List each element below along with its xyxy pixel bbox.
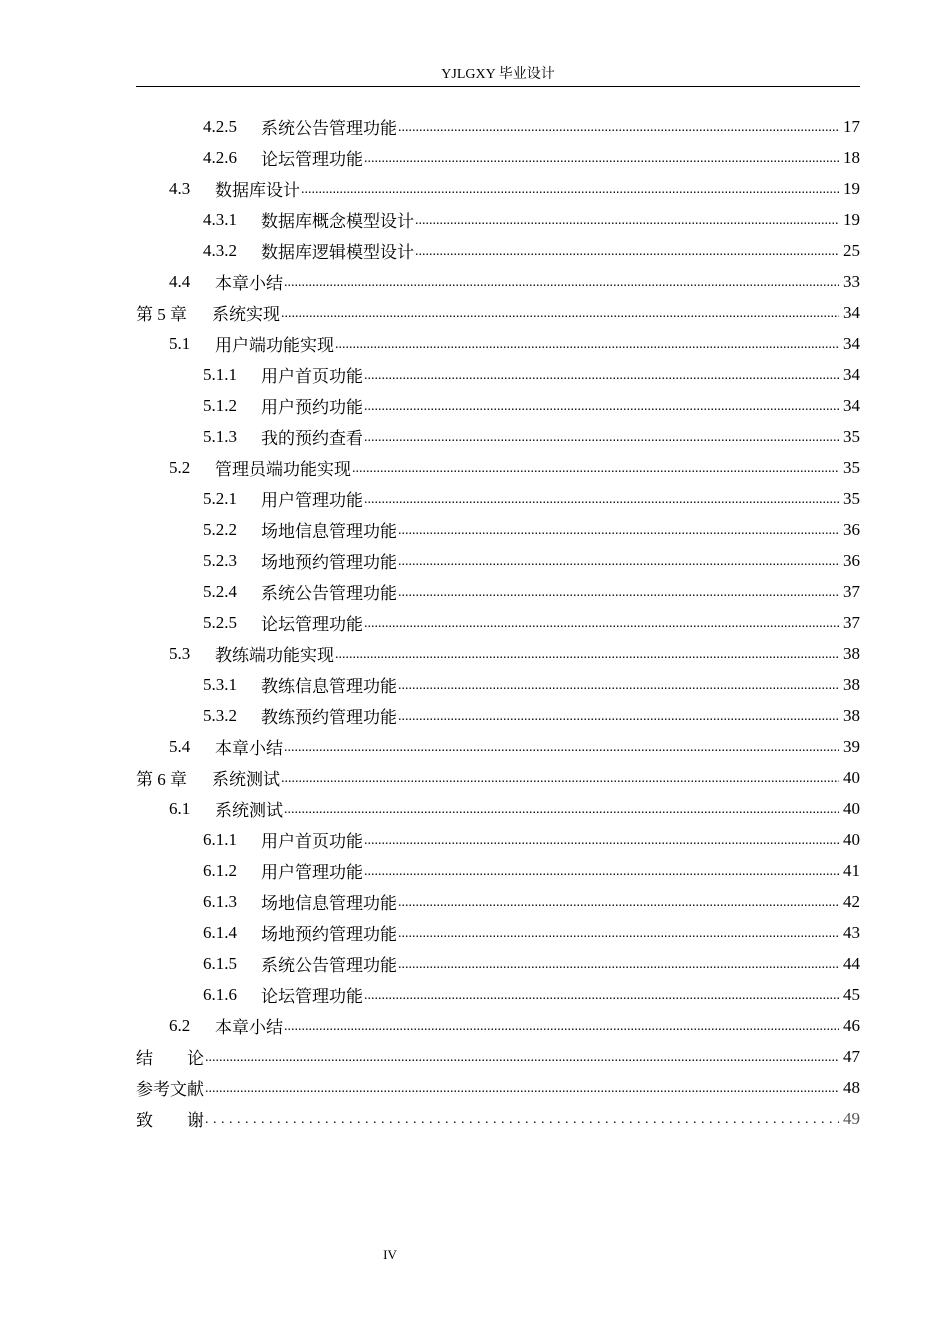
toc-entry-page: 34 xyxy=(843,333,860,353)
toc-entry-page: 36 xyxy=(843,519,860,539)
dot-leader xyxy=(205,1048,839,1066)
toc-entry[interactable] xyxy=(136,111,860,142)
toc-entry-title: 系统实现 xyxy=(212,305,280,324)
toc-entry-page: 34 xyxy=(843,302,860,322)
toc-entry-title: 系统测试 xyxy=(215,801,283,820)
dot-leader xyxy=(364,149,839,167)
dot-leader xyxy=(284,800,839,818)
toc-entry-number: 6.1.5 xyxy=(203,953,237,973)
toc-entry-title: 用户管理功能 xyxy=(261,491,363,510)
toc-entry-number: 6.1.4 xyxy=(203,922,237,942)
toc-entry[interactable] xyxy=(136,731,860,762)
toc-entry-title: 数据库概念模型设计 xyxy=(261,212,414,231)
toc-entry-page: 37 xyxy=(843,581,860,601)
toc-entry-number: 6.1.1 xyxy=(203,829,237,849)
dot-leader xyxy=(364,428,839,446)
toc-entry[interactable] xyxy=(136,948,860,979)
toc-entry[interactable] xyxy=(136,886,860,917)
page-header: YJLGXY 毕业设计 xyxy=(136,64,860,87)
toc-entry-page: 35 xyxy=(843,488,860,508)
toc-entry-title: 教练信息管理功能 xyxy=(261,677,397,696)
dot-leader xyxy=(398,676,839,694)
toc-entry-title: 系统公告管理功能 xyxy=(261,956,397,975)
toc-entry[interactable] xyxy=(136,266,860,297)
dot-leader xyxy=(398,583,839,601)
toc-entry[interactable] xyxy=(136,1072,860,1103)
toc-entry[interactable] xyxy=(136,607,860,638)
dot-leader xyxy=(398,707,839,725)
toc-entry-number: 4.4 xyxy=(169,271,191,291)
toc-entry[interactable] xyxy=(136,700,860,731)
toc-entry[interactable] xyxy=(136,576,860,607)
toc-entry-page: 39 xyxy=(843,736,860,756)
dot-leader xyxy=(398,955,839,973)
toc-entry-number: 5.1.1 xyxy=(203,364,237,384)
toc-entry-title: 管理员端功能实现 xyxy=(215,460,351,479)
toc-entry[interactable] xyxy=(136,1010,860,1041)
toc-entry-page: 40 xyxy=(843,798,860,818)
toc-entry[interactable] xyxy=(136,638,860,669)
dot-leader xyxy=(284,738,839,756)
toc-entry[interactable] xyxy=(136,173,860,204)
toc-entry-number: 5.2.4 xyxy=(203,581,237,601)
toc-entry[interactable] xyxy=(136,142,860,173)
toc-entry-page: 43 xyxy=(843,922,860,942)
dot-leader xyxy=(335,335,839,353)
toc-entry-number: 5.3.1 xyxy=(203,674,237,694)
toc-entry-page: 34 xyxy=(843,395,860,415)
toc-entry-title: 数据库逻辑模型设计 xyxy=(261,243,414,262)
toc-entry[interactable] xyxy=(136,421,860,452)
toc-entry[interactable] xyxy=(136,979,860,1010)
dot-leader xyxy=(398,521,839,539)
toc-entry-number: 4.3 xyxy=(169,178,191,198)
dot-leader xyxy=(364,490,839,508)
dot-leader xyxy=(352,459,839,477)
dot-leader xyxy=(415,242,839,260)
dot-leader xyxy=(364,366,839,384)
toc-entry-title: 本章小结 xyxy=(215,274,283,293)
toc-entry[interactable] xyxy=(136,762,860,793)
toc-entry-title: 用户管理功能 xyxy=(261,863,363,882)
toc-entry-number: 5.1.2 xyxy=(203,395,237,415)
toc-entry[interactable] xyxy=(136,390,860,421)
toc-entry-number: 6.1 xyxy=(169,798,191,818)
toc-entry[interactable] xyxy=(136,204,860,235)
toc-entry[interactable] xyxy=(136,359,860,390)
toc-entry-title: 教练端功能实现 xyxy=(215,646,334,665)
toc-entry-title: 致 谢 xyxy=(136,1111,204,1130)
toc-entry[interactable] xyxy=(136,917,860,948)
toc-entry-page: 44 xyxy=(843,953,860,973)
toc-entry-title: 我的预约查看 xyxy=(261,429,363,448)
dot-leader xyxy=(398,118,839,136)
toc-entry-title: 本章小结 xyxy=(215,1018,283,1037)
toc-entry-page: 25 xyxy=(843,240,860,260)
toc-entry-page: 48 xyxy=(843,1077,860,1097)
toc-entry-number: 5.1.3 xyxy=(203,426,237,446)
toc-entry-title: 数据库设计 xyxy=(215,181,300,200)
toc-entry[interactable] xyxy=(136,452,860,483)
dot-leader xyxy=(205,1110,839,1128)
toc-entry-title: 系统公告管理功能 xyxy=(261,584,397,603)
dot-leader xyxy=(364,397,839,415)
toc-entry-page: 46 xyxy=(843,1015,860,1035)
toc-entry-title: 系统测试 xyxy=(212,770,280,789)
toc-entry[interactable] xyxy=(136,793,860,824)
dot-leader xyxy=(398,924,839,942)
toc-entry-page: 19 xyxy=(843,178,860,198)
dot-leader xyxy=(281,304,839,322)
toc-entry-page: 38 xyxy=(843,643,860,663)
toc-entry-title: 结 论 xyxy=(136,1049,204,1068)
toc-entry-page: 17 xyxy=(843,116,860,136)
dot-leader xyxy=(398,893,839,911)
toc-entry-number: 5.2 xyxy=(169,457,191,477)
toc-entry-page: 37 xyxy=(843,612,860,632)
toc-entry-number: 第 5 章 xyxy=(136,305,187,324)
toc-entry-number: 5.2.1 xyxy=(203,488,237,508)
toc-entry-number: 5.2.2 xyxy=(203,519,237,539)
table-of-contents xyxy=(136,111,860,1134)
toc-entry[interactable] xyxy=(136,545,860,576)
toc-entry-number: 6.1.2 xyxy=(203,860,237,880)
toc-entry-title: 场地信息管理功能 xyxy=(261,522,397,541)
toc-entry-page: 40 xyxy=(843,767,860,787)
dot-leader xyxy=(364,862,839,880)
toc-entry-title: 场地预约管理功能 xyxy=(261,925,397,944)
toc-entry-number: 4.2.6 xyxy=(203,147,237,167)
toc-entry-title: 用户预约功能 xyxy=(261,398,363,417)
toc-entry[interactable] xyxy=(136,1103,860,1134)
toc-entry-page: 35 xyxy=(843,457,860,477)
toc-entry-number: 6.2 xyxy=(169,1015,191,1035)
toc-entry-page: 42 xyxy=(843,891,860,911)
dot-leader xyxy=(398,552,839,570)
toc-entry-page: 40 xyxy=(843,829,860,849)
toc-entry[interactable] xyxy=(136,328,860,359)
dot-leader xyxy=(301,180,839,198)
dot-leader xyxy=(335,645,839,663)
dot-leader xyxy=(284,273,839,291)
toc-entry-page: 49 xyxy=(843,1108,860,1128)
toc-entry-page: 45 xyxy=(843,984,860,1004)
toc-entry-number: 5.2.5 xyxy=(203,612,237,632)
toc-entry-page: 34 xyxy=(843,364,860,384)
toc-entry[interactable] xyxy=(136,235,860,266)
toc-entry-page: 19 xyxy=(843,209,860,229)
toc-entry-title: 场地预约管理功能 xyxy=(261,553,397,572)
toc-entry-number: 5.3 xyxy=(169,643,191,663)
dot-leader xyxy=(284,1017,839,1035)
toc-entry-number: 5.1 xyxy=(169,333,191,353)
toc-entry-number: 5.4 xyxy=(169,736,191,756)
toc-entry-title: 本章小结 xyxy=(215,739,283,758)
dot-leader xyxy=(364,986,839,1004)
toc-entry-number: 6.1.6 xyxy=(203,984,237,1004)
dot-leader xyxy=(364,831,839,849)
toc-entry-number: 4.2.5 xyxy=(203,116,237,136)
toc-entry-title: 用户首页功能 xyxy=(261,367,363,386)
toc-entry-number: 4.3.2 xyxy=(203,240,237,260)
toc-entry-title: 场地信息管理功能 xyxy=(261,894,397,913)
dot-leader xyxy=(364,614,839,632)
toc-entry-page: 33 xyxy=(843,271,860,291)
toc-entry[interactable] xyxy=(136,297,860,328)
toc-entry-title: 参考文献 xyxy=(136,1080,204,1099)
toc-entry-number: 第 6 章 xyxy=(136,770,187,789)
toc-entry-page: 35 xyxy=(843,426,860,446)
dot-leader xyxy=(205,1079,839,1097)
toc-entry-page: 41 xyxy=(843,860,860,880)
toc-entry-number: 5.2.3 xyxy=(203,550,237,570)
toc-entry[interactable] xyxy=(136,514,860,545)
toc-entry-title: 用户端功能实现 xyxy=(215,336,334,355)
toc-entry[interactable] xyxy=(136,824,860,855)
toc-entry-number: 6.1.3 xyxy=(203,891,237,911)
toc-entry-title: 论坛管理功能 xyxy=(261,150,363,169)
dot-leader xyxy=(281,769,839,787)
toc-entry[interactable] xyxy=(136,483,860,514)
toc-entry-page: 38 xyxy=(843,674,860,694)
toc-entry-number: 4.3.1 xyxy=(203,209,237,229)
page-number-footer: IV xyxy=(383,1247,397,1262)
toc-entry-page: 36 xyxy=(843,550,860,570)
dot-leader xyxy=(415,211,839,229)
toc-entry-page: 47 xyxy=(843,1046,860,1066)
toc-entry-page: 18 xyxy=(843,147,860,167)
toc-entry-title: 用户首页功能 xyxy=(261,832,363,851)
toc-entry[interactable] xyxy=(136,1041,860,1072)
toc-entry-number: 5.3.2 xyxy=(203,705,237,725)
toc-entry-title: 系统公告管理功能 xyxy=(261,119,397,138)
toc-entry-title: 教练预约管理功能 xyxy=(261,708,397,727)
toc-entry-title: 论坛管理功能 xyxy=(261,987,363,1006)
toc-entry-title: 论坛管理功能 xyxy=(261,615,363,634)
toc-entry[interactable] xyxy=(136,669,860,700)
toc-entry[interactable] xyxy=(136,855,860,886)
toc-entry-page: 38 xyxy=(843,705,860,725)
